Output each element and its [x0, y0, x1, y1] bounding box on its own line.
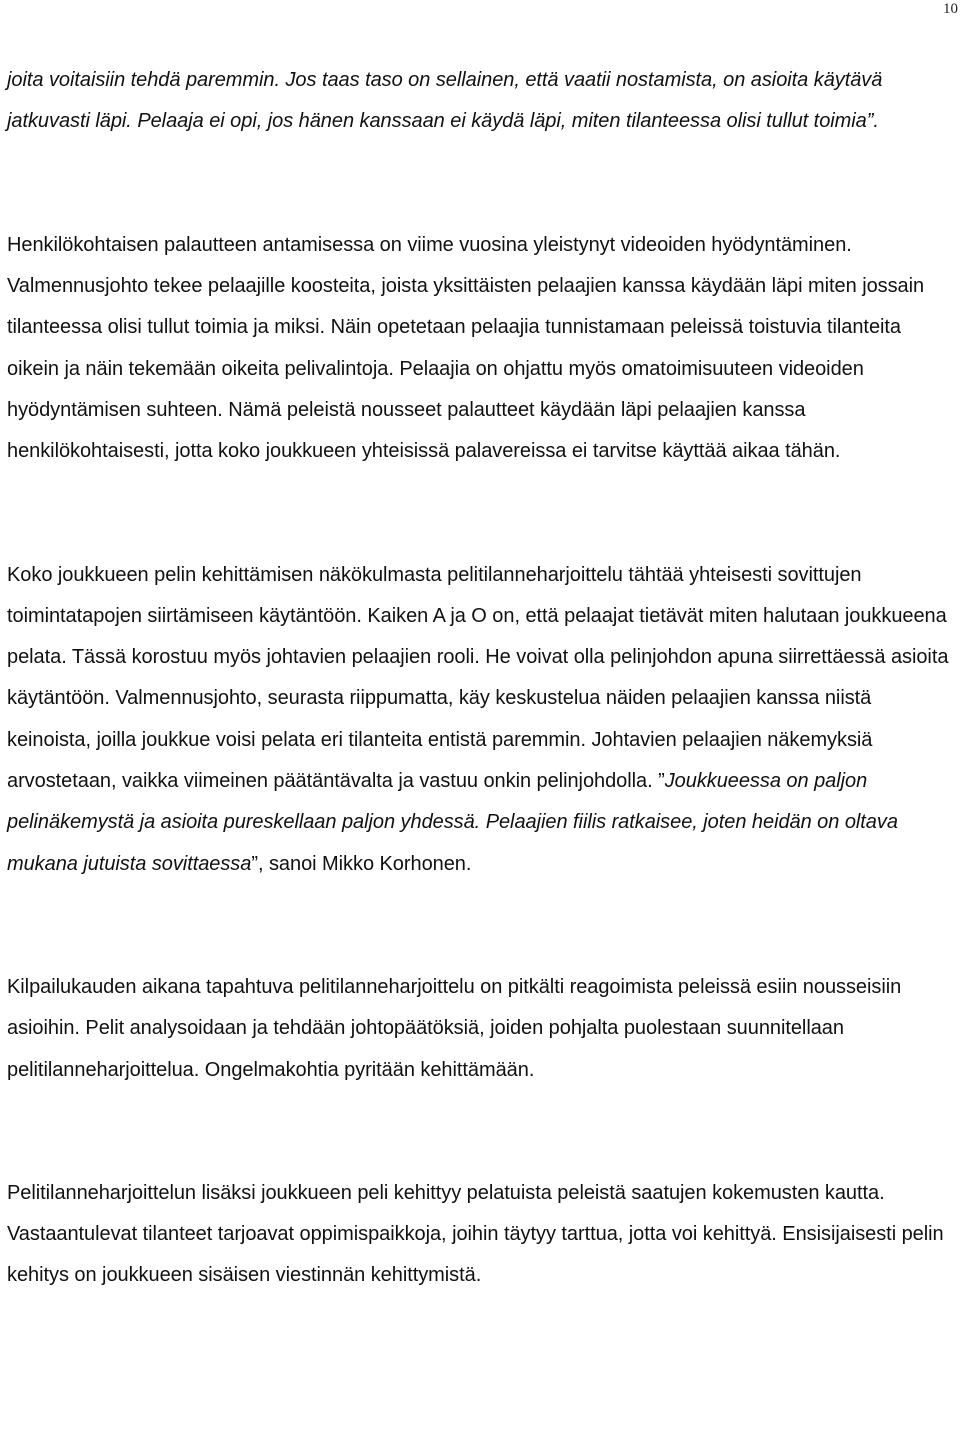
- inline-quote: Joukkueessa on paljon pelinäkemystä ja asioita pureskellaan paljon yhdessä. Pelaajien fiilis ratkaisee, joten heidän on oltava mukana jutuista sovittaessa: [7, 770, 898, 875]
- paragraph-competition-season: Kilpailukauden aikana tapahtuva pelitilanneharjoittelu on pitkälti reagoimista peleissä esiin nousseisiin asioihin. Pelit analysoidaan ja tehdään johtopäätöksiä, joiden pohjalta puolestaan suunnitellaan pelitilanneharjoittelua. Ongelmakohtia pyritään kehittämään.: [7, 975, 902, 1081]
- page-number: 10: [943, 1, 958, 17]
- paragraph-team-development: [7, 555, 957, 885]
- paragraph-text-before-quote: Koko joukkueen pelin kehittämisen näkökulmasta pelitilanneharjoittelu tähtää yhteisesti sovittujen toimintatapojen siirtämiseen käytäntöön. Kaiken A ja O on, että pelaajat tietävät miten halutaan joukkueena pelata. Tässä korostuu myös johtavien pelaajien rooli. He voivat olla pelinjohdon apuna siirrettäessä asioita käytäntöön. Valmennusjohto, seurasta riippumatta, käy keskustelua näiden pelaajien kanssa niistä keinoista, joilla joukkue voisi pelata eri tilanteita entistä paremmin. Johtavien pelaajien näkemyksiä arvostetaan, vaikka viimeinen päätäntävalta ja vastuu onkin pelinjohdolla. ”: [7, 563, 949, 793]
- paragraph-text-after-quote: ”, sanoi Mikko Korhonen.: [251, 852, 472, 875]
- quote-continuation: joita voitaisiin tehdä paremmin. Jos taas taso on sellainen, että vaatii nostamista, on asioita käytävä jatkuvasti läpi. Pelaaja ei opi, jos hänen kanssaan ei käydä läpi, miten tilanteessa olisi tullut toimia”.: [7, 69, 883, 133]
- paragraph-video-feedback: Henkilökohtaisen palautteen antamisessa on viime vuosina yleistynyt videoiden hyödyntäminen. Valmennusjohto tekee pelaajille koosteita, joista yksittäisten pelaajien kanssa käydään läpi miten jossain tilanteessa olisi tullut toimia ja miksi. Näin opetetaan pelaajia tunnistamaan peleissä toistuvia tilanteita oikein ja näin tekemään oikeita pelivalintoja. Pelaajia on ohjattu myös omatoimisuuteen videoiden hyödyntämisen suhteen. Nämä peleistä nousseet palautteet käydään läpi pelaajien kanssa henkilökohtaisesti, jotta koko joukkueen yhteisissä palavereissa ei tarvitse käyttää aikaa tähän.: [7, 233, 925, 463]
- document-body: [7, 60, 957, 1297]
- paragraph-game-experience: Pelitilanneharjoittelun lisäksi joukkueen peli kehittyy pelatuista peleistä saatujen kokemusten kautta. Vastaantulevat tilanteet tarjoavat oppimispaikkoja, joihin täytyy tarttua, jotta voi kehittyä. Ensisijaisesti pelin kehitys on joukkueen sisäisen viestinnän kehittymistä.: [7, 1181, 944, 1287]
- paragraph-continued-quote: [7, 60, 957, 143]
